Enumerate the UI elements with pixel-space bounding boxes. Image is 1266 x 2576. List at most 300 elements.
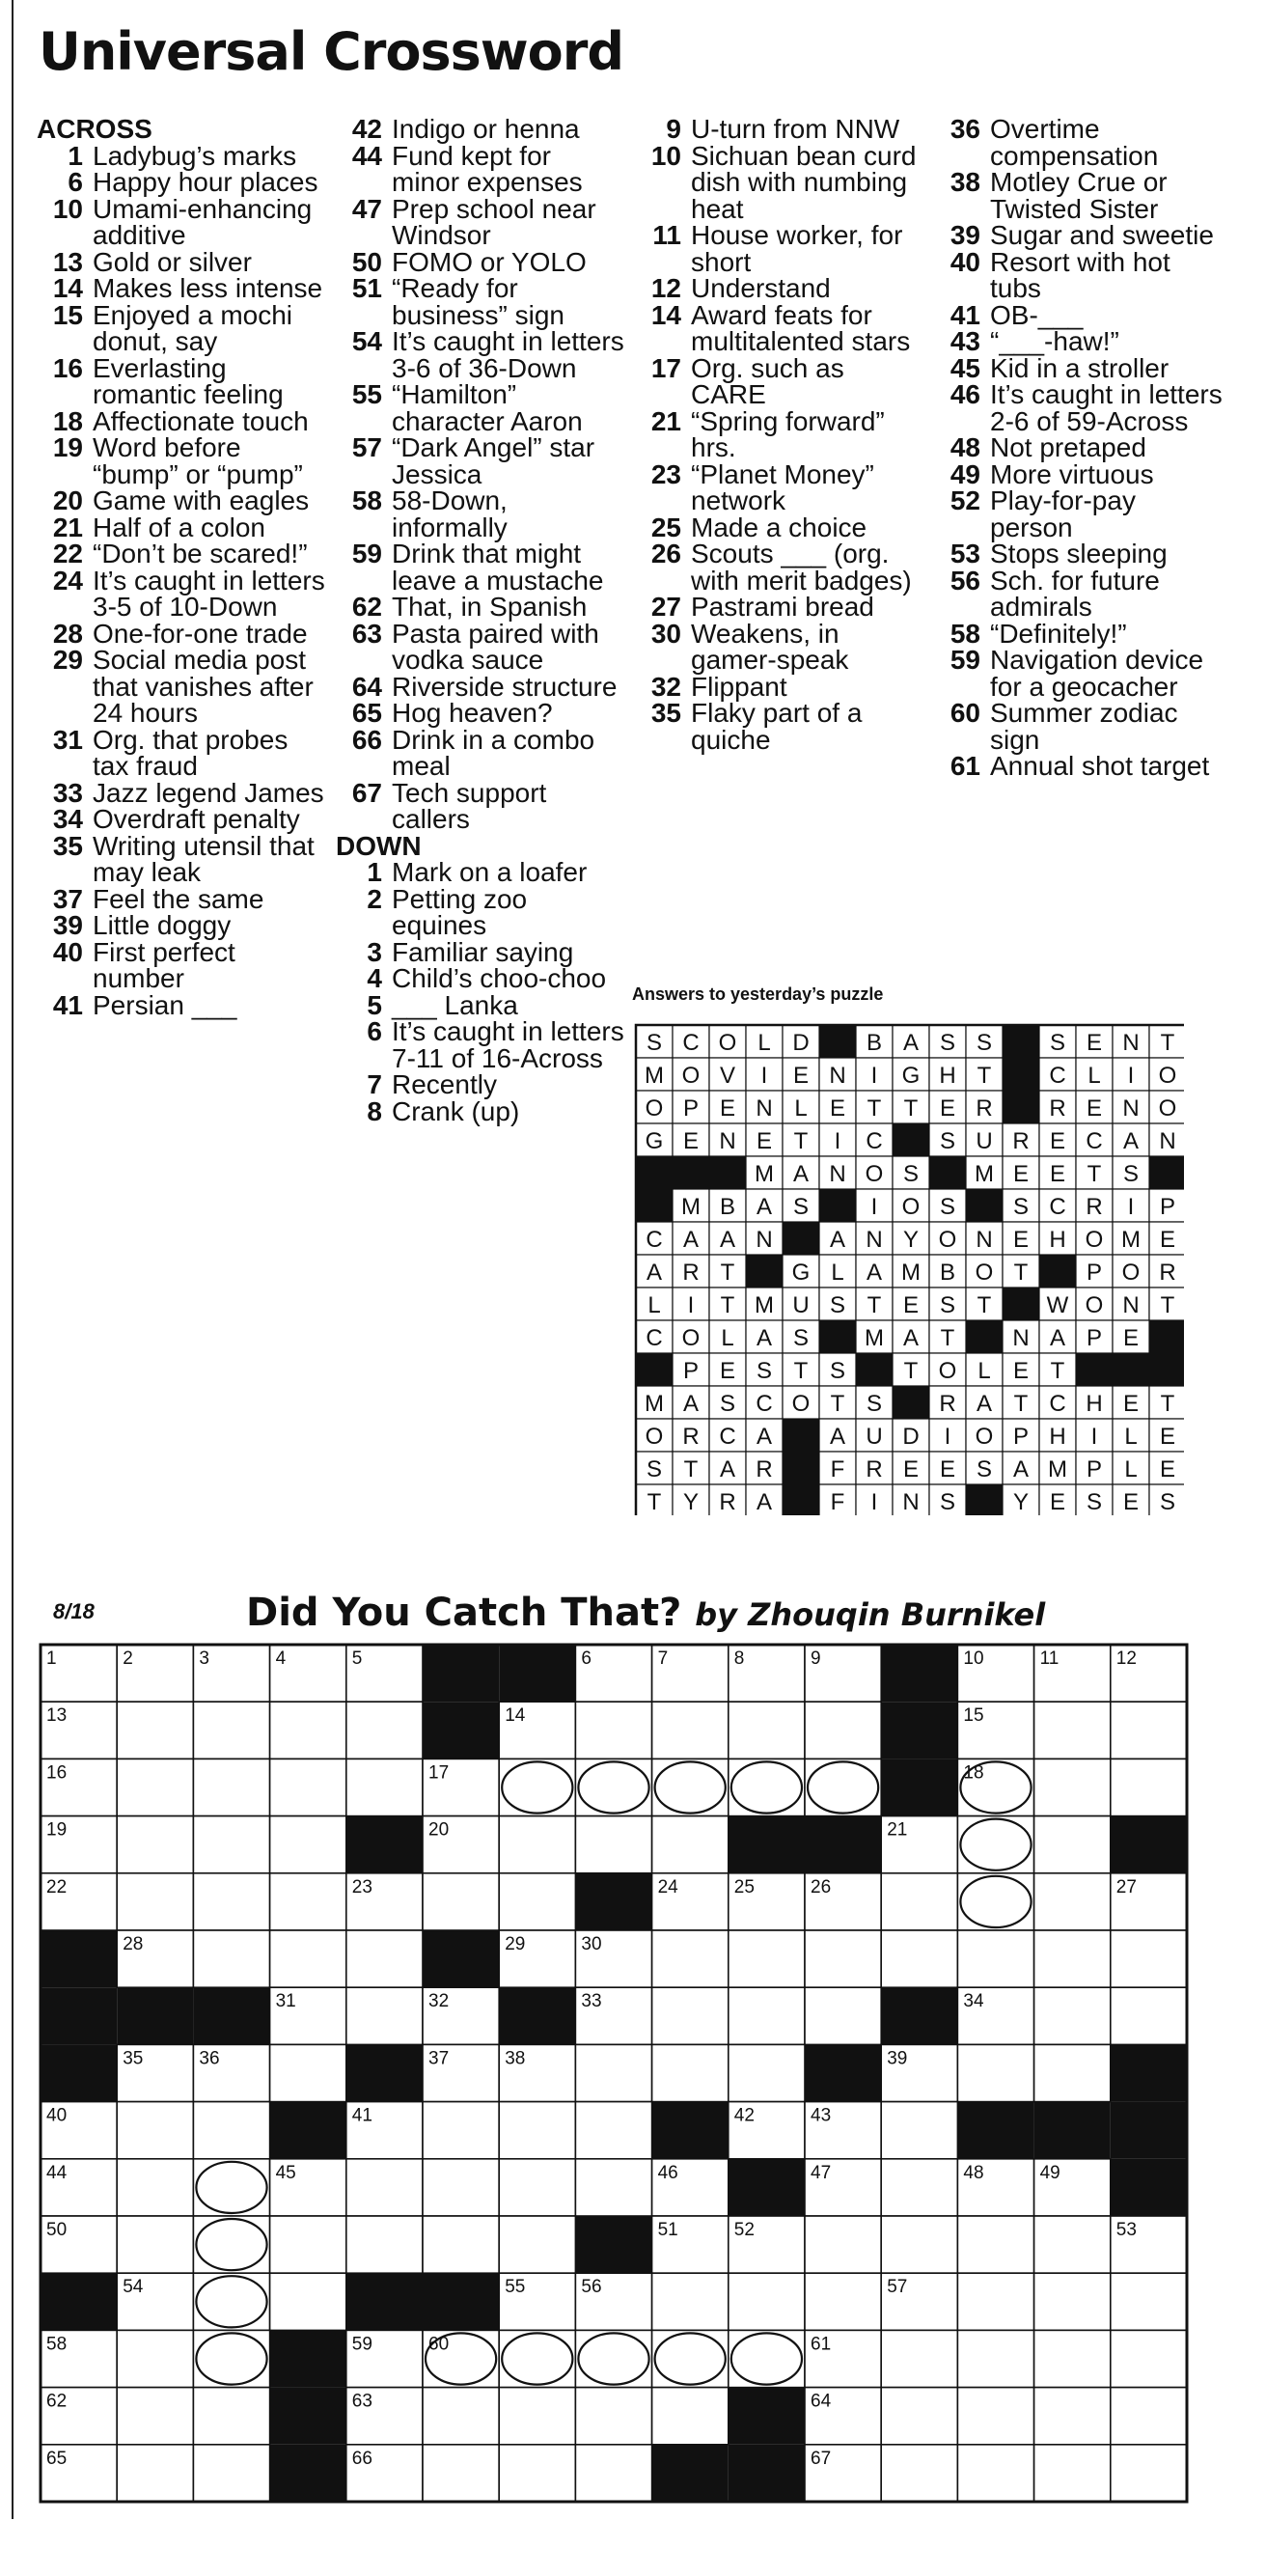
grid-cell[interactable] xyxy=(957,1816,1033,1873)
grid-cell[interactable] xyxy=(1034,2044,1111,2101)
clue-item xyxy=(37,275,326,302)
grid-cell[interactable] xyxy=(881,1930,957,1987)
answer-letter: T xyxy=(977,1292,992,1318)
grid-cell[interactable] xyxy=(652,1702,729,1759)
answer-letter: T xyxy=(720,1260,735,1286)
grid-cell[interactable] xyxy=(575,2044,651,2101)
block-cell xyxy=(1111,2159,1187,2216)
answer-letter: O xyxy=(975,1424,994,1450)
block-cell xyxy=(652,2445,729,2502)
clue-number: 64 xyxy=(351,671,382,702)
clue-number: 60 xyxy=(950,698,980,728)
grid-cell[interactable] xyxy=(729,2044,805,2101)
answer-letter: A xyxy=(646,1260,663,1286)
grid-cell[interactable] xyxy=(1034,1816,1111,1873)
clue-text: Writing utensil that may leak xyxy=(93,830,315,887)
grid-cell[interactable] xyxy=(575,2388,651,2445)
clue-number: 37 xyxy=(52,883,83,914)
block-cell xyxy=(1111,2102,1187,2159)
grid-cell[interactable] xyxy=(117,2388,193,2445)
answer-letter: G xyxy=(791,1260,811,1286)
grid-cell[interactable] xyxy=(729,1759,805,1815)
grid-cell[interactable] xyxy=(193,1930,269,1987)
grid-cell[interactable] xyxy=(117,2159,193,2216)
block-cell xyxy=(729,1816,805,1873)
cell-number: 6 xyxy=(581,1648,592,1669)
grid-cell[interactable] xyxy=(1034,2273,1111,2330)
grid-cell[interactable] xyxy=(957,1930,1033,1987)
block-cell xyxy=(117,1987,193,2044)
cell-number: 52 xyxy=(733,2220,755,2240)
clue-number: 13 xyxy=(52,246,83,277)
grid-cell[interactable] xyxy=(193,1816,269,1873)
grid-cell[interactable] xyxy=(1034,2216,1111,2273)
clue-item xyxy=(37,989,326,1020)
grid-cell[interactable] xyxy=(346,2159,423,2216)
grid-cell[interactable] xyxy=(193,2102,269,2159)
answer-block-cell xyxy=(856,1353,893,1386)
answer-letter: O xyxy=(718,1030,737,1056)
grid-cell[interactable] xyxy=(957,2216,1033,2273)
grid-cell[interactable] xyxy=(652,1759,729,1815)
clue-text: Game with eagles xyxy=(93,485,310,515)
answer-letter: O xyxy=(1121,1260,1141,1286)
cell-number: 7 xyxy=(657,1648,669,1669)
clue-number: 3 xyxy=(367,936,382,967)
grid-cell[interactable] xyxy=(729,1930,805,1987)
cell-number: 62 xyxy=(46,2391,68,2412)
block-cell xyxy=(1034,2102,1111,2159)
grid-cell[interactable] xyxy=(1111,2388,1187,2445)
clue-number: 55 xyxy=(351,379,382,409)
grid-cell[interactable] xyxy=(499,2445,575,2502)
answer-letter: I xyxy=(1090,1424,1098,1450)
clue-item xyxy=(336,936,625,967)
clue-number: 10 xyxy=(52,193,83,224)
answer-letter: C xyxy=(1086,1128,1103,1154)
grid-cell[interactable] xyxy=(1111,2273,1187,2330)
grid-cell[interactable] xyxy=(270,2044,346,2101)
grid-cell[interactable] xyxy=(881,2102,957,2159)
grid-cell[interactable] xyxy=(1034,1873,1111,1930)
answer-letter: S xyxy=(1159,1489,1176,1515)
clue-text: That, in Spanish xyxy=(392,592,588,622)
clue-item xyxy=(37,724,326,781)
clue-text: Hog heaven? xyxy=(392,698,553,728)
answer-letter: R xyxy=(1049,1095,1066,1122)
answer-letter: T xyxy=(1160,1292,1175,1318)
answer-letter: E xyxy=(1012,1358,1030,1384)
clue-number: 52 xyxy=(950,485,980,515)
answer-letter: O xyxy=(938,1358,957,1384)
clue-item xyxy=(635,299,924,356)
answer-letter: T xyxy=(1013,1391,1029,1417)
grid-cell[interactable] xyxy=(881,2216,957,2273)
answer-letter: T xyxy=(720,1292,735,1318)
crossword-grid[interactable] xyxy=(39,1643,1198,2511)
clue-number: 49 xyxy=(950,458,980,489)
block-cell xyxy=(41,2044,117,2101)
answer-letter: S xyxy=(976,1030,993,1056)
grid-cell[interactable] xyxy=(117,1759,193,1815)
clue-number: 54 xyxy=(351,326,382,356)
grid-cell[interactable] xyxy=(423,2388,499,2445)
grid-cell[interactable] xyxy=(346,2216,423,2273)
answer-block-cell xyxy=(1003,1025,1039,1058)
clue-text: Social media post that vanishes after 24 hours xyxy=(93,645,314,728)
clue-item xyxy=(37,777,326,808)
block-cell xyxy=(729,2159,805,2216)
cell-number: 12 xyxy=(1115,1648,1137,1669)
grid-cell[interactable] xyxy=(499,2388,575,2445)
grid-cell[interactable] xyxy=(423,2159,499,2216)
answer-letter: A xyxy=(1012,1456,1030,1482)
grid-cell[interactable] xyxy=(805,2273,881,2330)
grid-cell[interactable] xyxy=(117,1816,193,1873)
grid-cell[interactable] xyxy=(881,2388,957,2445)
answer-block-cell xyxy=(783,1484,819,1515)
grid-cell[interactable] xyxy=(270,2216,346,2273)
grid-cell[interactable] xyxy=(1034,1987,1111,2044)
block-cell xyxy=(1111,2044,1187,2101)
cell-number: 39 xyxy=(887,2048,908,2069)
cell-number: 22 xyxy=(46,1876,68,1897)
answer-letter: H xyxy=(1049,1424,1066,1450)
clue-text: “Hamilton” character Aaron xyxy=(392,379,583,436)
grid-cell[interactable] xyxy=(1034,1759,1111,1815)
answer-letter: R xyxy=(1159,1260,1176,1286)
answer-letter: E xyxy=(1012,1227,1030,1253)
grid-cell[interactable] xyxy=(499,1816,575,1873)
block-cell xyxy=(270,2445,346,2502)
grid-cell[interactable] xyxy=(117,1873,193,1930)
grid-cell[interactable] xyxy=(193,1759,269,1815)
answer-letter: N xyxy=(829,1161,846,1187)
clue-item xyxy=(635,458,924,515)
grid-cell[interactable] xyxy=(805,1987,881,2044)
grid-cell[interactable] xyxy=(499,1873,575,1930)
grid-cell[interactable] xyxy=(1111,1930,1187,1987)
answer-letter: I xyxy=(687,1292,695,1318)
grid-cell[interactable] xyxy=(1111,2330,1187,2387)
grid-cell[interactable] xyxy=(805,1930,881,1987)
grid-cell[interactable] xyxy=(423,2102,499,2159)
clue-text: Overdraft penalty xyxy=(93,804,300,834)
grid-cell[interactable] xyxy=(805,1702,881,1759)
grid-cell[interactable] xyxy=(499,2330,575,2387)
clue-item xyxy=(934,222,1224,249)
answer-letter: E xyxy=(1122,1489,1140,1515)
clue-item xyxy=(37,806,326,833)
cell-number: 27 xyxy=(1115,1876,1137,1897)
grid-cell[interactable] xyxy=(729,2330,805,2387)
answer-letter: P xyxy=(682,1095,700,1122)
grid-cell[interactable] xyxy=(117,2445,193,2502)
clue-number: 14 xyxy=(52,273,83,303)
answer-block-cell xyxy=(1149,1320,1184,1353)
answer-letter: P xyxy=(1012,1424,1030,1450)
grid-cell[interactable] xyxy=(575,1702,651,1759)
grid-cell[interactable] xyxy=(729,1987,805,2044)
cell-number: 16 xyxy=(46,1762,68,1784)
grid-cell[interactable] xyxy=(729,2273,805,2330)
cell-number: 29 xyxy=(505,1934,526,1954)
answer-letter: P xyxy=(1086,1456,1103,1482)
answer-letter: T xyxy=(1160,1391,1175,1417)
answer-letter: M xyxy=(755,1161,774,1187)
answer-letter: S xyxy=(939,1030,956,1056)
clue-number: 33 xyxy=(52,777,83,808)
grid-cell[interactable] xyxy=(499,2159,575,2216)
clue-text: Award feats for multitalented stars xyxy=(691,299,911,356)
answer-letter: Y xyxy=(1012,1489,1030,1515)
grid-cell[interactable] xyxy=(270,1816,346,1873)
grid-cell[interactable] xyxy=(652,2044,729,2101)
clue-text: “Spring forward” hrs. xyxy=(691,405,885,462)
answer-letter: I xyxy=(834,1128,841,1154)
grid-cell[interactable] xyxy=(652,2273,729,2330)
clue-number: 65 xyxy=(351,698,382,728)
answer-letter: E xyxy=(1159,1424,1176,1450)
grid-cell[interactable] xyxy=(957,1873,1033,1930)
grid-cell[interactable] xyxy=(193,2445,269,2502)
clue-number: 51 xyxy=(351,273,382,303)
answer-letter: N xyxy=(719,1128,736,1154)
grid-cell[interactable] xyxy=(652,2388,729,2445)
grid-cell[interactable] xyxy=(575,2102,651,2159)
answer-letter: N xyxy=(756,1095,773,1122)
grid-cell[interactable] xyxy=(575,2159,651,2216)
clue-item xyxy=(635,700,924,753)
cell-number: 55 xyxy=(505,2277,526,2298)
grid-cell[interactable] xyxy=(652,2330,729,2387)
answer-letter: O xyxy=(901,1194,921,1220)
clue-item xyxy=(635,618,924,675)
answer-letter: P xyxy=(1086,1260,1103,1286)
answer-letter: A xyxy=(756,1489,773,1515)
answer-letter: M xyxy=(901,1260,921,1286)
answer-letter: A xyxy=(866,1260,883,1286)
clue-item xyxy=(336,140,625,197)
answer-letter: L xyxy=(1087,1063,1101,1089)
grid-cell[interactable] xyxy=(1034,2388,1111,2445)
grid-cell[interactable] xyxy=(957,2388,1033,2445)
answer-letter: H xyxy=(939,1063,956,1089)
clue-text: Play-for-pay person xyxy=(990,485,1136,542)
grid-cell[interactable] xyxy=(575,2330,651,2387)
answer-letter: C xyxy=(1049,1063,1066,1089)
cell-number: 4 xyxy=(275,1648,287,1669)
grid-cell[interactable] xyxy=(423,2216,499,2273)
grid-cell[interactable] xyxy=(270,2273,346,2330)
answer-letter: S xyxy=(902,1161,920,1187)
answer-letter: N xyxy=(902,1489,920,1515)
grid-cell[interactable] xyxy=(957,2273,1033,2330)
clue-number: 18 xyxy=(52,405,83,436)
grid-cell[interactable] xyxy=(729,1702,805,1759)
clue-text: Prep school near Windsor xyxy=(392,193,596,250)
block-cell xyxy=(575,1873,651,1930)
clue-text: Indigo or henna xyxy=(392,114,580,144)
clue-item xyxy=(37,140,326,171)
grid-cell[interactable] xyxy=(1034,2330,1111,2387)
clue-item xyxy=(934,647,1224,700)
grid-cell[interactable] xyxy=(270,1759,346,1815)
answer-block-cell xyxy=(673,1156,709,1189)
grid-cell[interactable] xyxy=(575,2445,651,2502)
clue-item xyxy=(336,671,625,702)
grid-cell[interactable] xyxy=(1111,1759,1187,1815)
cell-number: 37 xyxy=(428,2048,450,2069)
grid-cell[interactable] xyxy=(193,2273,269,2330)
grid-cell[interactable] xyxy=(270,1873,346,1930)
answer-letter: T xyxy=(683,1456,699,1482)
grid-cell[interactable] xyxy=(346,1702,423,1759)
cell-number: 42 xyxy=(733,2105,755,2126)
cell-number: 15 xyxy=(963,1705,984,1727)
grid-cell[interactable] xyxy=(652,1930,729,1987)
grid-cell[interactable] xyxy=(881,2445,957,2502)
block-cell xyxy=(881,1645,957,1702)
answer-letter: A xyxy=(682,1227,700,1253)
grid-cell[interactable] xyxy=(957,2044,1033,2101)
grid-cell[interactable] xyxy=(193,2330,269,2387)
grid-cell[interactable] xyxy=(957,2445,1033,2502)
answer-letter: C xyxy=(866,1128,883,1154)
grid-cell[interactable] xyxy=(193,1702,269,1759)
answer-letter: T xyxy=(867,1292,882,1318)
clue-text: It’s caught in letters 2-6 of 59-Across xyxy=(990,379,1223,436)
clue-text: Made a choice xyxy=(691,512,867,542)
block-cell xyxy=(499,1645,575,1702)
clue-number: 41 xyxy=(52,989,83,1020)
block-cell xyxy=(881,1987,957,2044)
grid-cell[interactable] xyxy=(117,1702,193,1759)
clue-item xyxy=(336,381,625,434)
grid-cell[interactable] xyxy=(423,1873,499,1930)
grid-cell[interactable] xyxy=(193,1873,269,1930)
answer-letter: S xyxy=(939,1194,956,1220)
grid-cell[interactable] xyxy=(957,2330,1033,2387)
grid-cell[interactable] xyxy=(1111,2445,1187,2502)
grid-cell[interactable] xyxy=(881,2330,957,2387)
grid-cell[interactable] xyxy=(1034,1930,1111,1987)
cell-number: 9 xyxy=(811,1648,821,1669)
clue-item xyxy=(635,352,924,409)
grid-cell[interactable] xyxy=(499,2102,575,2159)
grid-cell[interactable] xyxy=(575,1759,651,1815)
clue-item xyxy=(37,936,326,993)
grid-cell[interactable] xyxy=(117,2216,193,2273)
grid-cell[interactable] xyxy=(193,2388,269,2445)
answer-letter: N xyxy=(1122,1095,1140,1122)
answer-letter: L xyxy=(757,1030,771,1056)
grid-cell[interactable] xyxy=(423,2445,499,2502)
cell-number: 31 xyxy=(275,1991,296,2012)
grid-cell[interactable] xyxy=(575,1816,651,1873)
grid-cell[interactable] xyxy=(193,2159,269,2216)
answer-letter: N xyxy=(866,1227,883,1253)
answer-letter: S xyxy=(939,1489,956,1515)
answer-letter: O xyxy=(645,1095,664,1122)
grid-cell[interactable] xyxy=(499,2216,575,2273)
cell-number: 41 xyxy=(351,2105,372,2126)
grid-cell[interactable] xyxy=(1111,1987,1187,2044)
answer-letter: O xyxy=(791,1391,811,1417)
answer-letter: O xyxy=(865,1161,884,1187)
clue-item xyxy=(336,594,625,621)
clue-item xyxy=(336,275,625,328)
clue-number: 10 xyxy=(650,140,681,171)
answer-letter: S xyxy=(756,1358,773,1384)
answer-block-cell xyxy=(636,1189,673,1222)
grid-cell[interactable] xyxy=(346,1930,423,1987)
grid-cell[interactable] xyxy=(881,2159,957,2216)
clue-text: Navigation device for a geocacher xyxy=(990,645,1204,702)
answer-block-cell xyxy=(966,1320,1003,1353)
answer-letter: P xyxy=(1159,1194,1176,1220)
cell-number: 40 xyxy=(46,2105,68,2126)
grid-cell[interactable] xyxy=(805,2216,881,2273)
grid-cell[interactable] xyxy=(270,1930,346,1987)
clue-item xyxy=(336,700,625,727)
grid-cell[interactable] xyxy=(881,1873,957,1930)
block-cell xyxy=(805,1816,881,1873)
clue-number: 31 xyxy=(52,724,83,755)
grid-cell[interactable] xyxy=(1034,1702,1111,1759)
clue-text: Pastrami bread xyxy=(691,592,874,622)
answer-block-cell xyxy=(709,1156,746,1189)
clue-text: Happy hour places xyxy=(93,167,318,197)
clue-item xyxy=(37,540,326,568)
answer-letter: N xyxy=(1122,1292,1140,1318)
cell-number: 60 xyxy=(428,2334,450,2355)
answer-letter: H xyxy=(1049,1227,1066,1253)
grid-cell[interactable] xyxy=(805,1759,881,1815)
grid-cell[interactable] xyxy=(652,1816,729,1873)
grid-cell[interactable] xyxy=(1111,1702,1187,1759)
cell-number: 30 xyxy=(581,1934,602,1954)
grid-cell[interactable] xyxy=(652,1987,729,2044)
grid-cell[interactable] xyxy=(117,2330,193,2387)
answer-block-cell xyxy=(966,1484,1003,1515)
cell-number: 18 xyxy=(963,1762,984,1784)
grid-cell[interactable] xyxy=(499,1759,575,1815)
clue-number: 24 xyxy=(52,565,83,596)
clue-item xyxy=(934,352,1224,383)
answer-letter: A xyxy=(976,1391,993,1417)
clue-item xyxy=(635,222,924,275)
grid-cell[interactable] xyxy=(346,1987,423,2044)
clue-number: 15 xyxy=(52,299,83,330)
grid-cell[interactable] xyxy=(270,1702,346,1759)
block-cell xyxy=(270,2102,346,2159)
cell-number: 54 xyxy=(123,2277,144,2298)
clue-item xyxy=(37,352,326,409)
cell-number: 19 xyxy=(46,1819,68,1841)
grid-cell[interactable] xyxy=(1034,2445,1111,2502)
answer-block-cell xyxy=(783,1452,819,1484)
grid-cell[interactable] xyxy=(346,1759,423,1815)
clue-item xyxy=(336,246,625,277)
clue-item xyxy=(635,275,924,302)
clue-number: 4 xyxy=(367,963,382,993)
grid-cell[interactable] xyxy=(193,2216,269,2273)
answer-letter: I xyxy=(760,1063,768,1089)
clue-number: 41 xyxy=(950,299,980,330)
cell-number: 20 xyxy=(428,1819,450,1841)
grid-cell[interactable] xyxy=(117,2102,193,2159)
